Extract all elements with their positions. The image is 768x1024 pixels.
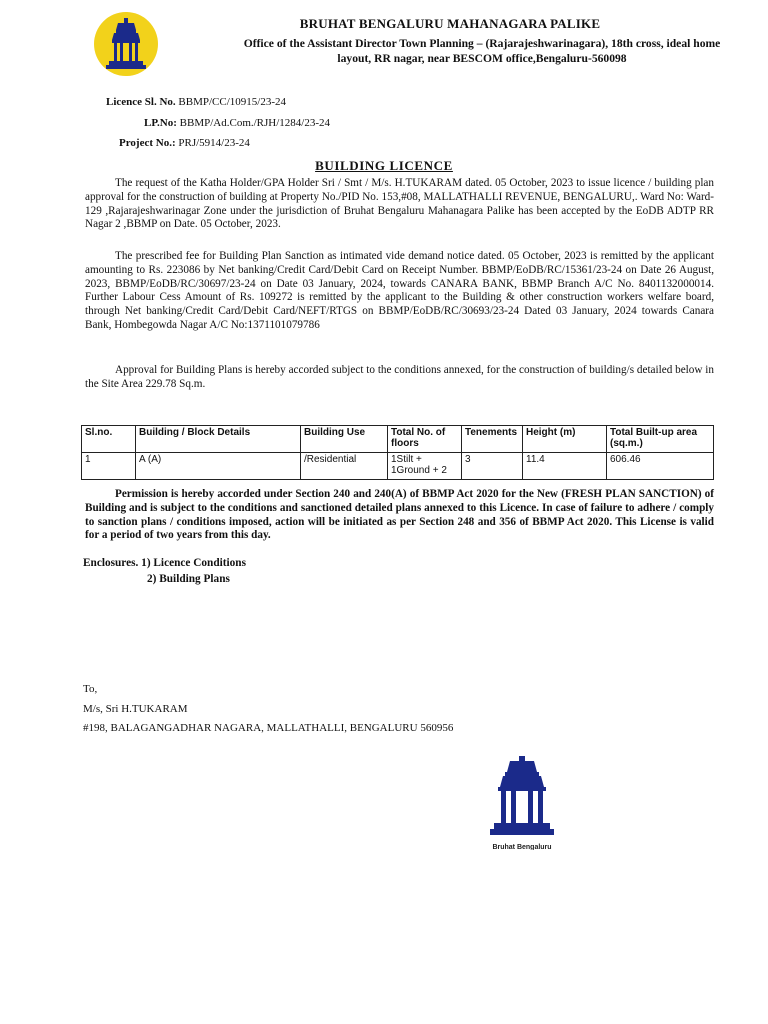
cell-floors: 1Stilt + 1Ground + 2 <box>388 453 462 480</box>
request-paragraph: The request of the Katha Holder/GPA Holder Sri / Smt / M/s. H.TUKARAM dated. 05 October, 2023 to issue licence / building plan approval for the construction of building at Property No./PID No. 153,#08, MALLATHALLI REVENUE, BENGALURU,. Ward No: Ward-129 ,Rajarajeshwarinagar Zone under the jurisdiction of Bruhat Bengaluru Mahanagara Palike has been accepted by the EoDB ADTP RR Nagar 2 ,BBMP on Date. 05 October, 2023. <box>85 177 714 231</box>
addressee-name: M/s, Sri H.TUKARAM <box>83 703 188 715</box>
col-header-block: Building / Block Details <box>136 426 301 453</box>
temple-emblem-icon <box>104 18 148 70</box>
office-line-1: Office of the Assistant Director Town Planning – (Rajarajeshwarinagara), 18th cross, ideal home <box>243 37 721 50</box>
permission-paragraph: Permission is hereby accorded under Section 240 and 240(A) of BBMP Act 2020 for the New (FRESH PLAN SANCTION) of Building and is subject to the conditions and sanctioned detailed plans annexed to this Licence. In case of failure to adhere / comply to sanction plans / conditions imposed, action will be initiated as per Section 248 and 356 of BBMP Act 2020. This License is valid for a period of two years from this day. <box>85 488 714 542</box>
table-row <box>82 453 714 480</box>
office-line-2: layout, RR nagar, near BESCOM office,Bengaluru-560098 <box>337 52 627 65</box>
seal-caption: Bruhat Bengaluru <box>492 844 552 850</box>
cell-slno: 1 <box>82 453 136 480</box>
lp-number <box>144 117 330 129</box>
organization-name: BRUHAT BENGALURU MAHANAGARA PALIKE <box>299 16 601 31</box>
fee-paragraph: The prescribed fee for Building Plan Sanction as intimated vide demand notice dated. 05 October, 2023 is remitted by the applicant amounting to Rs. 223086 by Net banking/Credit Card/Debit Card on Receipt Number. BBMP/EoDB/RC/15361/23-24 on Date 26 August, 2023, BBMP/EoDB/RC/30697/23-24 on Date 03 January, 2024, towards CANARA BANK, BBMP Branch A/C No. 8401132000014. Further Labour Cess Amount of Rs. 109272 is remitted by the applicant to the Building & other construction workers welfare board, through Net banking/Credit Card/Debit Card/NEFT/RTGS on BBMP/EoDB/RC/30693/23-24 Dated 03 January, 2024 towards Canara Bank, Hombegowda Nagar A/C No:1371101079786 <box>85 250 714 331</box>
building-details-table <box>81 425 714 480</box>
cell-area: 606.46 <box>607 453 714 480</box>
project-number <box>119 137 250 149</box>
col-header-height: Height (m) <box>523 426 607 453</box>
lp-label: LP.No: <box>144 117 177 129</box>
enclosure-2: 2) Building Plans <box>147 573 230 585</box>
document-title: BUILDING LICENCE <box>315 158 453 173</box>
col-header-slno: Sl.no. <box>82 426 136 453</box>
licence-value: BBMP/CC/10915/23-24 <box>178 96 286 108</box>
addressee-address: #198, BALAGANGADHAR NAGARA, MALLATHALLI, BENGALURU 560956 <box>83 722 454 734</box>
table-header-row <box>82 426 714 453</box>
project-value: PRJ/5914/23-24 <box>178 137 250 149</box>
to-label: To, <box>83 683 98 695</box>
licence-label: Licence Sl. No. <box>106 96 176 108</box>
cell-tenements: 3 <box>462 453 523 480</box>
col-header-area: Total Built-up area (sq.m.) <box>607 426 714 453</box>
bbmp-seal <box>484 756 560 852</box>
col-header-floors: Total No. of floors <box>388 426 462 453</box>
licence-number <box>106 96 286 108</box>
enclosure-1: Enclosures. 1) Licence Conditions <box>83 557 246 569</box>
col-header-use: Building Use <box>301 426 388 453</box>
approval-paragraph: Approval for Building Plans is hereby accorded subject to the conditions annexed, for the construction of building/s detailed below in the Site Area 229.78 Sq.m. <box>85 364 714 390</box>
cell-height: 11.4 <box>523 453 607 480</box>
lp-value: BBMP/Ad.Com./RJH/1284/23-24 <box>179 117 331 129</box>
cell-use: /Residential <box>301 453 388 480</box>
cell-block: A (A) <box>136 453 301 480</box>
project-label: Project No.: <box>119 137 176 149</box>
temple-seal-icon <box>484 756 560 842</box>
col-header-tenements: Tenements <box>462 426 523 453</box>
office-address <box>222 36 742 66</box>
bbmp-logo <box>94 12 158 76</box>
